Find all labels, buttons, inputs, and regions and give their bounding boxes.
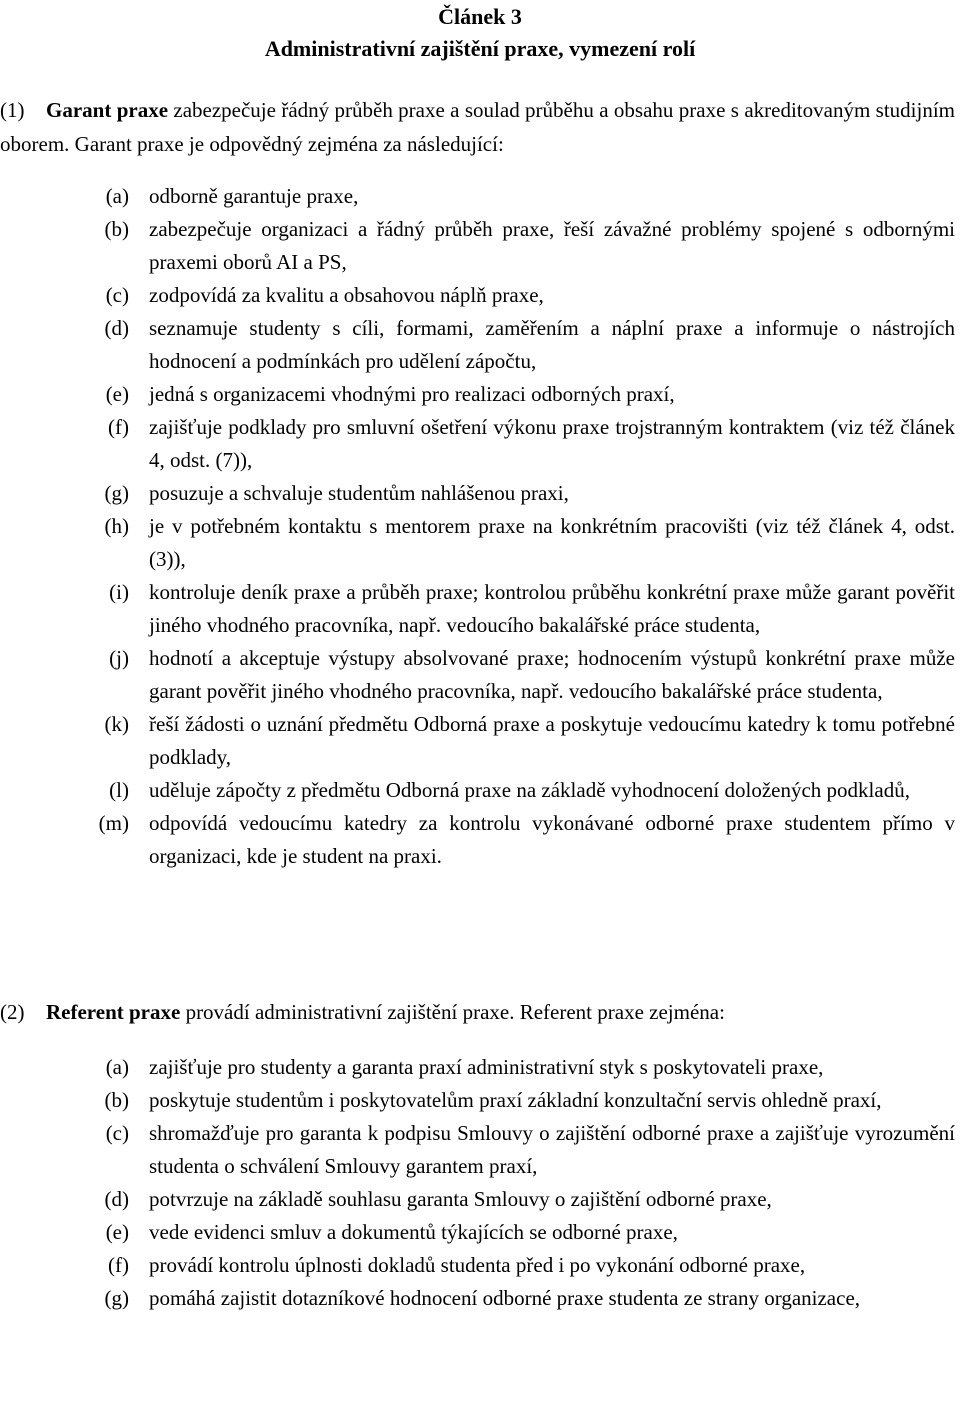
list-item-text: zajišťuje pro studenty a garanta praxí administrativní styk s poskytovateli praxe, xyxy=(149,1055,824,1079)
list-item-text: jedná s organizacemi vhodnými pro realizaci odborných praxí, xyxy=(149,382,675,406)
list-item-text: vede evidenci smluv a dokumentů týkajících se odborné praxe, xyxy=(149,1220,678,1244)
list-item-text: zajišťuje podklady pro smluvní ošetření výkonu praxe trojstranným kontraktem (viz též článek 4, odst. (7)), xyxy=(149,415,955,472)
list-item-label: (l) xyxy=(109,778,129,802)
section-2-list xyxy=(0,1051,955,1315)
list-item xyxy=(0,642,955,708)
list-item-label: (i) xyxy=(109,580,129,604)
list-item-label: (b) xyxy=(104,1088,129,1112)
list-item-label: (c) xyxy=(105,283,129,307)
list-item xyxy=(0,1117,955,1183)
list-item xyxy=(0,576,955,642)
list-item-text: odborně garantuje praxe, xyxy=(149,184,359,208)
list-item xyxy=(0,1216,955,1249)
list-item xyxy=(0,477,955,510)
list-item-text: posuzuje a schvaluje studentům nahlášenou praxi, xyxy=(149,481,569,505)
list-item xyxy=(0,1051,955,1084)
list-item-label: (e) xyxy=(105,1220,129,1244)
list-item-text: seznamuje studenty s cíli, formami, zaměřením a náplní praxe a informuje o nástrojích hodnocení a podmínkách pro udělení zápočtu, xyxy=(149,316,955,373)
list-item-label: (d) xyxy=(104,1187,129,1211)
list-item xyxy=(0,180,955,213)
list-item-text: provádí kontrolu úplnosti dokladů studenta před i po vykonání odborné praxe, xyxy=(149,1253,806,1277)
list-item-label: (b) xyxy=(104,217,129,241)
list-item-label: (a) xyxy=(105,184,129,208)
list-item-text: je v potřebném kontaktu s mentorem praxe na konkrétním pracovišti (viz též článek 4, odst. (3)), xyxy=(149,514,955,571)
list-item-label: (m) xyxy=(98,811,129,835)
list-item xyxy=(0,1249,955,1282)
list-item-text: kontroluje deník praxe a průběh praxe; kontrolou průběhu konkrétní praxe může garant pověřit jiného vhodného pracovníka, např. vedoucího bakalářské práce studenta, xyxy=(149,580,955,637)
section-1-number: (1) xyxy=(0,98,25,122)
list-item xyxy=(0,411,955,477)
list-item xyxy=(0,213,955,279)
list-item-label: (f) xyxy=(108,1253,129,1277)
list-item-text: potvrzuje na základě souhlasu garanta Smlouvy o zajištění odborné praxe, xyxy=(149,1187,772,1211)
section-2-lead-text: provádí administrativní zajištění praxe. Referent praxe zejména: xyxy=(180,1000,725,1024)
list-item xyxy=(0,312,955,378)
list-item-label: (g) xyxy=(104,481,129,505)
list-item xyxy=(0,807,955,873)
list-item xyxy=(0,279,955,312)
section-1-lead-text: zabezpečuje řádný průběh praxe a soulad průběhu a obsahu praxe s akreditovaným studijním oborem. Garant praxe je odpovědný zejména za následující: xyxy=(0,98,955,156)
list-item-label: (a) xyxy=(105,1055,129,1079)
section-1-role-garant: Garant praxe xyxy=(46,98,169,122)
list-item-label: (f) xyxy=(108,415,129,439)
list-item xyxy=(0,1282,955,1315)
section-1-paragraph xyxy=(0,93,955,161)
list-item xyxy=(0,774,955,807)
list-item-label: (c) xyxy=(105,1121,129,1145)
list-item-text: zodpovídá za kvalitu a obsahovou náplň praxe, xyxy=(149,283,544,307)
section-2-role-referent: Referent praxe xyxy=(46,1000,181,1024)
list-item xyxy=(0,510,955,576)
article-title: Článek 3 xyxy=(438,4,522,29)
list-item xyxy=(0,1183,955,1216)
list-item-label: (d) xyxy=(104,316,129,340)
list-item-label: (g) xyxy=(104,1286,129,1310)
list-item-label: (h) xyxy=(104,514,129,538)
list-item-label: (e) xyxy=(105,382,129,406)
list-item-text: uděluje zápočty z předmětu Odborná praxe na základě vyhodnocení doložených podkladů, xyxy=(149,778,910,802)
list-item-text: pomáhá zajistit dotazníkové hodnocení odborné praxe studenta ze strany organizace, xyxy=(149,1286,861,1310)
list-item-text: řeší žádosti o uznání předmětu Odborná praxe a poskytuje vedoucímu katedry k tomu potřebné podklady, xyxy=(149,712,955,769)
list-item xyxy=(0,1084,955,1117)
list-item xyxy=(0,708,955,774)
list-item-text: odpovídá vedoucímu katedry za kontrolu vykonávané odborné praxe studentem přímo v organizaci, kde je student na praxi. xyxy=(149,811,955,868)
article-subtitle: Administrativní zajištění praxe, vymezení rolí xyxy=(264,36,696,61)
section-2-paragraph xyxy=(0,995,955,1029)
section-1-list xyxy=(0,180,955,873)
list-item-text: shromažďuje pro garanta k podpisu Smlouvy o zajištění odborné praxe a zajišťuje vyrozumění studenta o schválení Smlouvy garantem praxí, xyxy=(149,1121,955,1178)
list-item-label: (k) xyxy=(104,712,129,736)
list-item-text: zabezpečuje organizaci a řádný průběh praxe, řeší závažné problémy spojené s odbornými praxemi oborů AI a PS, xyxy=(149,217,955,274)
section-2-number: (2) xyxy=(0,1000,25,1024)
list-item xyxy=(0,378,955,411)
list-item-text: hodnotí a akceptuje výstupy absolvované praxe; hodnocením výstupů konkrétní praxe může garant pověřit jiného vhodného pracovníka, např. vedoucího bakalářské práce studenta, xyxy=(149,646,955,703)
list-item-label: (j) xyxy=(109,646,129,670)
list-item-text: poskytuje studentům i poskytovatelům praxí základní konzultační servis ohledně praxí, xyxy=(149,1088,882,1112)
